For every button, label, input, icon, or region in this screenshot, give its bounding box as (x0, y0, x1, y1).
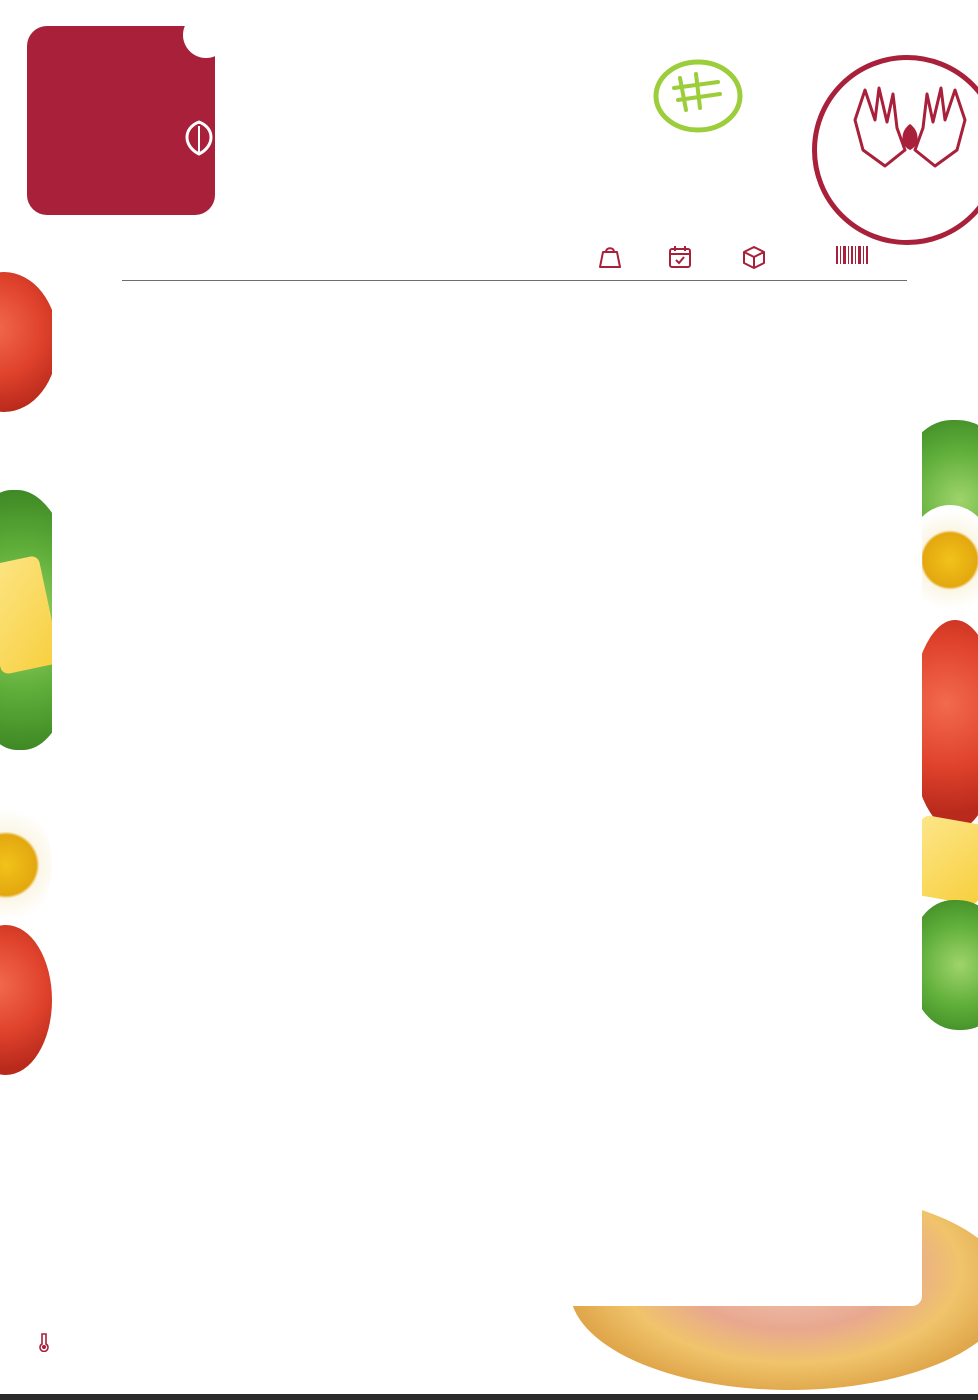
hands-icon (845, 80, 975, 170)
egg-decoration (0, 800, 52, 930)
storage-note (38, 1332, 50, 1352)
barcode-icon (836, 244, 870, 266)
logo-bite (183, 12, 229, 58)
leaf-icon (179, 118, 219, 158)
thermometer-icon (38, 1332, 50, 1352)
tomato-decoration (0, 272, 58, 412)
header-divider (122, 280, 907, 281)
calendar-icon (668, 244, 692, 270)
box-icon (741, 244, 767, 270)
bread-icon (652, 56, 744, 136)
weight-icon (598, 244, 622, 270)
menu-card (52, 276, 922, 1306)
bottom-bar (0, 1394, 978, 1400)
tomato-decoration (0, 925, 52, 1075)
brand-logo (27, 26, 215, 215)
handmade-stamp (812, 55, 978, 245)
